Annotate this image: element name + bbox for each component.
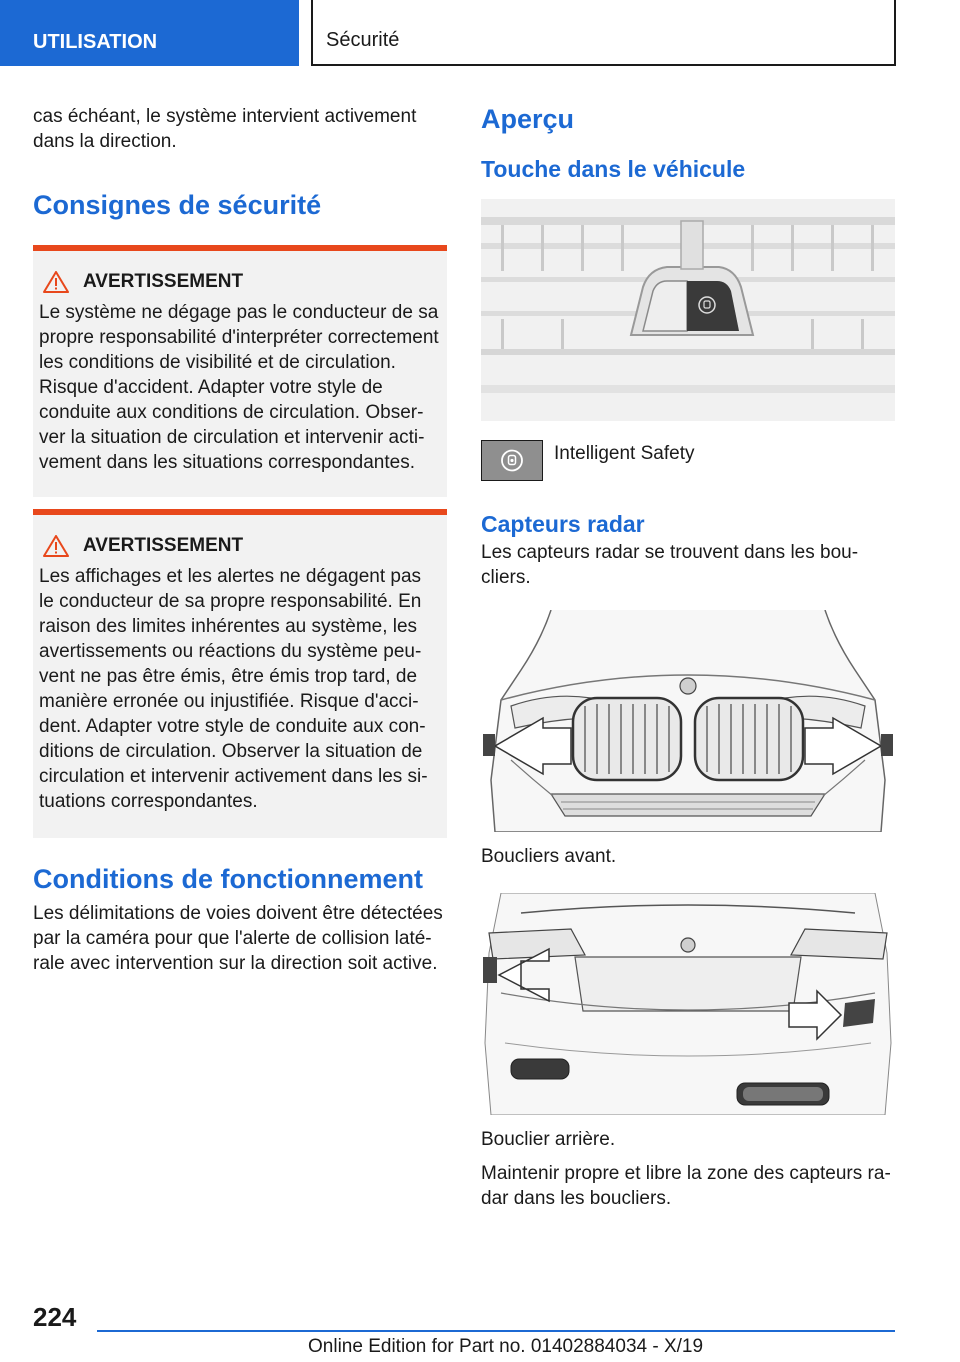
conditions-paragraph: Les délimitations de voies doivent être détectées par la caméra pour que l'alerte de collision latérale avec intervention sur la direction soit active. xyxy=(33,903,443,974)
rear-bumper-figure xyxy=(481,893,895,1115)
safety-heading: Consignes de sécurité xyxy=(33,190,322,220)
left-column xyxy=(33,104,447,976)
header-section-tab: UTILISATION xyxy=(0,0,299,66)
radar-heading: Capteurs radar xyxy=(481,511,645,537)
header-chapter-tab: Sécurité xyxy=(311,0,896,66)
intro-paragraph: cas échéant, le système intervient activement dans la direction. xyxy=(33,106,417,152)
warning-triangle-icon xyxy=(43,271,69,293)
button-label: Intelligent Safety xyxy=(554,443,695,464)
button-heading: Touche dans le véhicule xyxy=(481,156,746,182)
warning-title xyxy=(39,271,441,293)
overview-heading: Aperçu xyxy=(481,104,575,134)
warning-title xyxy=(39,535,441,557)
radar-paragraph: Les capteurs radar se trouvent dans les boucliers. xyxy=(481,542,859,588)
intelligent-safety-icon xyxy=(481,440,543,481)
warning-box-2 xyxy=(33,509,447,838)
front-bumper-figure xyxy=(481,610,895,832)
right-column xyxy=(481,104,895,1211)
conditions-heading: Conditions de fonctionnement xyxy=(33,864,423,894)
warning-title-text: AVERTISSEMENT xyxy=(83,535,244,556)
warning-box-1 xyxy=(33,245,447,497)
closing-paragraph: Maintenir propre et libre la zone des capteurs radar dans les boucliers. xyxy=(481,1163,891,1209)
footer-divider xyxy=(97,1330,895,1332)
page-number: 224 xyxy=(33,1302,77,1332)
warning-text: Le système ne dégage pas le conducteur de sa propre responsabilité d'interpréter correctement les conditions de visibilité et de circulation. Risque d'accident. Adapter votre style de conduite aux conditions de circulation. Observer la situation de circulation et intervenir activement dans les situations correspondantes. xyxy=(39,302,439,473)
footer-edition: Online Edition for Part no. 01402884034 - X/19 xyxy=(308,1336,704,1357)
warning-title-text: AVERTISSEMENT xyxy=(83,271,244,292)
warning-triangle-icon xyxy=(43,535,69,557)
button-legend xyxy=(481,440,895,481)
warning-text: Les affichages et les alertes ne dégagent pas le conducteur de sa propre responsabilité. En raison des limites inhérentes au système, les avertissements ou réactions du système peuvent ne pas être émis, être émis trop tard, de manière erronée ou injustifiée. Risque d'accident. Adapter votre style de conduite aux conditions de circulation. Observer la situation de circulation et intervenir activement dans les situations correspondantes. xyxy=(39,566,428,812)
front-caption: Boucliers avant. xyxy=(481,846,617,867)
vehicle-button-figure xyxy=(481,199,895,421)
rear-caption: Bouclier arrière. xyxy=(481,1129,616,1150)
